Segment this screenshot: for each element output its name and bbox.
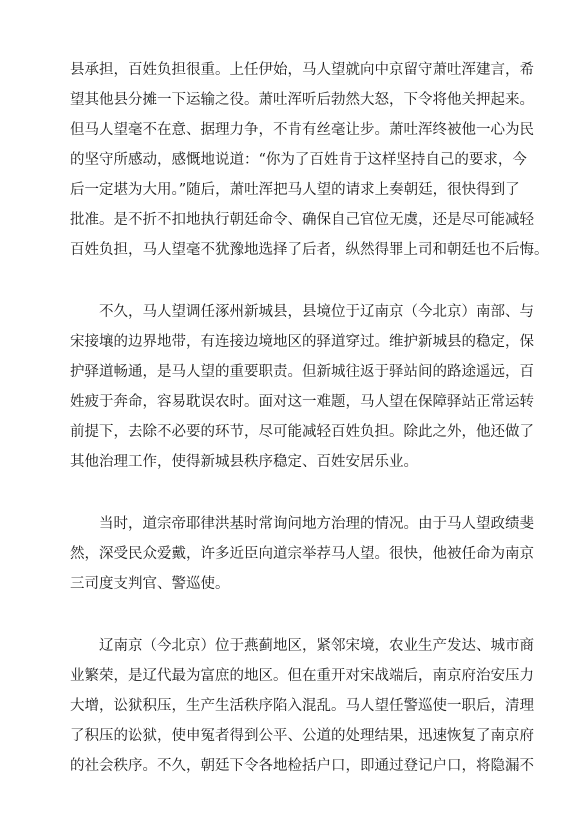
text-line: 三司度支判官、警巡使。: [70, 576, 230, 592]
paragraph-1: [70, 55, 549, 265]
text-line: 当时，道宗帝耶律洪基时常询问地方治理的情况。由于马人望政绩斐: [99, 516, 534, 532]
text-line: 批准。是不折不扣地执行朝廷命令、确保自己官位无虞，还是尽可能减轻: [70, 212, 534, 228]
text-line: 其他治理工作，使得新城县秩序稳定、百姓安居乐业。: [70, 454, 418, 470]
text-line: 县承担，百姓负担很重。上任伊始，马人望就向中京留守萧吐浑建言，希: [70, 62, 534, 78]
text-line: 百姓负担，马人望毫不犹豫地选择了后者，纵然得罪上司和朝廷也不后悔。: [70, 242, 549, 258]
text-line: 姓疲于奔命，容易耽误农时。面对这一难题，马人望在保障驿站正常运转: [70, 394, 534, 410]
text-line: 宋接壤的边界地带，有连接边境地区的驿道穿过。维护新城县的稳定，保: [70, 334, 534, 350]
paragraph-3: [70, 509, 534, 599]
text-line: 辽南京（今北京）位于燕蓟地区，紧邻宋境，农业生产发达、城市商: [99, 638, 534, 654]
text-line: 不久，马人望调任涿州新城县，县境位于辽南京（今北京）南部、与: [99, 304, 534, 320]
text-line: 前提下，去除不必要的环节，尽可能减轻百姓负担。除此之外，他还做了: [70, 424, 534, 440]
text-line: 的坚守所感动，感慨地说道：“你为了百姓肯于这样坚持自己的要求，今: [70, 152, 527, 168]
text-line: 护驿道畅通，是马人望的重要职责。但新城往返于驿站间的路途遥远，百: [70, 364, 534, 380]
text-line: 业繁荣，是辽代最为富庶的地区。但在重开对宋战端后，南京府治安压力: [70, 668, 534, 684]
text-line: 然，深受民众爱戴，许多近臣向道宗举荐马人望。很快，他被任命为南京: [70, 546, 534, 562]
paragraph-4: [70, 631, 534, 781]
text-line: 望其他县分摊一下运输之役。萧吐浑听后勃然大怒，下令将他关押起来。: [70, 92, 534, 108]
text-line: 后一定堪为大用。”随后，萧吐浑把马人望的请求上奏朝廷，很快得到了: [70, 182, 520, 198]
paragraph-2: [70, 297, 534, 477]
text-line: 大增，讼狱积压，生产生活秩序陷入混乱。马人望任警巡使一职后，清理: [70, 698, 534, 714]
text-line: 但马人望毫不在意、据理力争，不肯有丝毫让步。萧吐浑终被他一心为民: [70, 122, 534, 138]
text-line: 了积压的讼狱，使申冤者得到公平、公道的处理结果，迅速恢复了南京府: [70, 728, 534, 744]
text-line: 的社会秩序。不久，朝廷下令各地检括户口，即通过登记户口，将隐漏不: [70, 758, 534, 774]
